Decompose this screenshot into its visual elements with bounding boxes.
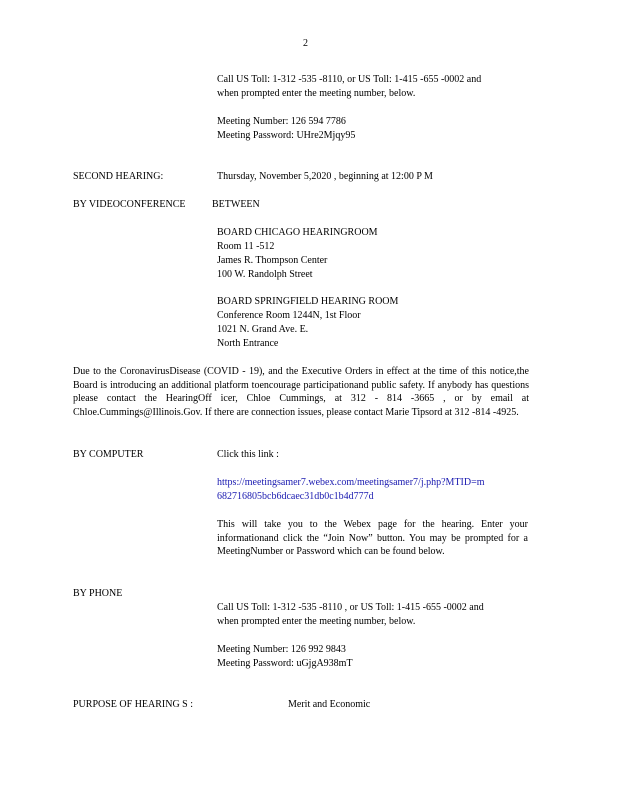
first-hearing-call-block (217, 73, 481, 101)
page-number: 2 (303, 38, 308, 49)
springfield-room-name: BOARD SPRINGFIELD HEARING ROOM (217, 296, 399, 307)
phone-call-block (217, 601, 484, 629)
webex-link[interactable] (217, 476, 485, 504)
first-hearing-credentials (217, 115, 355, 143)
call-in-line: Call US Toll: 1-312 -535 -8110, or US Toll: 1-415 -655 -0002 and (217, 74, 482, 85)
by-computer-label: BY COMPUTER (73, 449, 144, 460)
springfield-room-number: Conference Room 1244N, 1st Floor (217, 310, 361, 321)
notice-paragraph: Due to the CoronavirusDisease (COVID - 19), and the Executive Orders in effect at the time of this notice,the Board is introducing an additional platform toencourage participationand public safety. If anybody has questions please contact the HearingOff icer, Chloe Cummings, at 312 - 814 -3665 , or by email at Chloe.Cummings@Illinois.Gov. If there are connection issues, please contact Marie Tipsord at 312 -814 -4925. (73, 366, 529, 418)
springfield-entrance: North Entrance (217, 338, 279, 349)
springfield-location (217, 295, 398, 351)
purpose-value: Merit and Economic (288, 699, 371, 710)
second-hearing-label: SECOND HEARING: (73, 171, 164, 182)
phone-credentials (217, 643, 353, 671)
call-in-instructions: when prompted enter the meeting number, below. (217, 88, 416, 99)
second-hearing-date: Thursday, November 5,2020 , beginning at 12:00 P M (217, 171, 433, 182)
chicago-street: 100 W. Randolph Street (217, 269, 313, 280)
meeting-password: Meeting Password: UHre2Mjqy95 (217, 130, 356, 141)
webex-link-line-1[interactable]: https://meetingsamer7.webex.com/meetingsamer7/j.php?MTID=m (217, 477, 485, 488)
springfield-street: 1021 N. Grand Ave. E. (217, 324, 309, 335)
videoconference-label: BY VIDEOCONFERENCE (73, 199, 186, 210)
meeting-number: Meeting Number: 126 594 7786 (217, 116, 346, 127)
chicago-room-name: BOARD CHICAGO HEARINGROOM (217, 227, 378, 238)
webex-link-line-2[interactable]: 682716805bcb6dcaec31db0c1b4d777d (217, 491, 374, 502)
between-label: BETWEEN (212, 199, 260, 210)
phone-meeting-password: Meeting Password: uGjgA938mT (217, 658, 353, 669)
click-link-text: Click this link : (217, 449, 279, 460)
phone-call-in-line: Call US Toll: 1-312 -535 -8110 , or US Toll: 1-415 -655 -0002 and (217, 602, 484, 613)
phone-meeting-number: Meeting Number: 126 992 9843 (217, 644, 346, 655)
by-phone-label: BY PHONE (73, 588, 123, 599)
phone-call-in-instructions: when prompted enter the meeting number, below. (217, 616, 416, 627)
chicago-location (217, 226, 378, 282)
webex-instructions: This will take you to the Webex page for the hearing. Enter your informationand click the “Join Now” button. You may be prompted for a MeetingNumber or Password which can be found below. (217, 519, 528, 557)
chicago-building: James R. Thompson Center (217, 255, 328, 266)
chicago-room-number: Room 11 -512 (217, 241, 275, 252)
purpose-label: PURPOSE OF HEARING S : (73, 699, 194, 710)
